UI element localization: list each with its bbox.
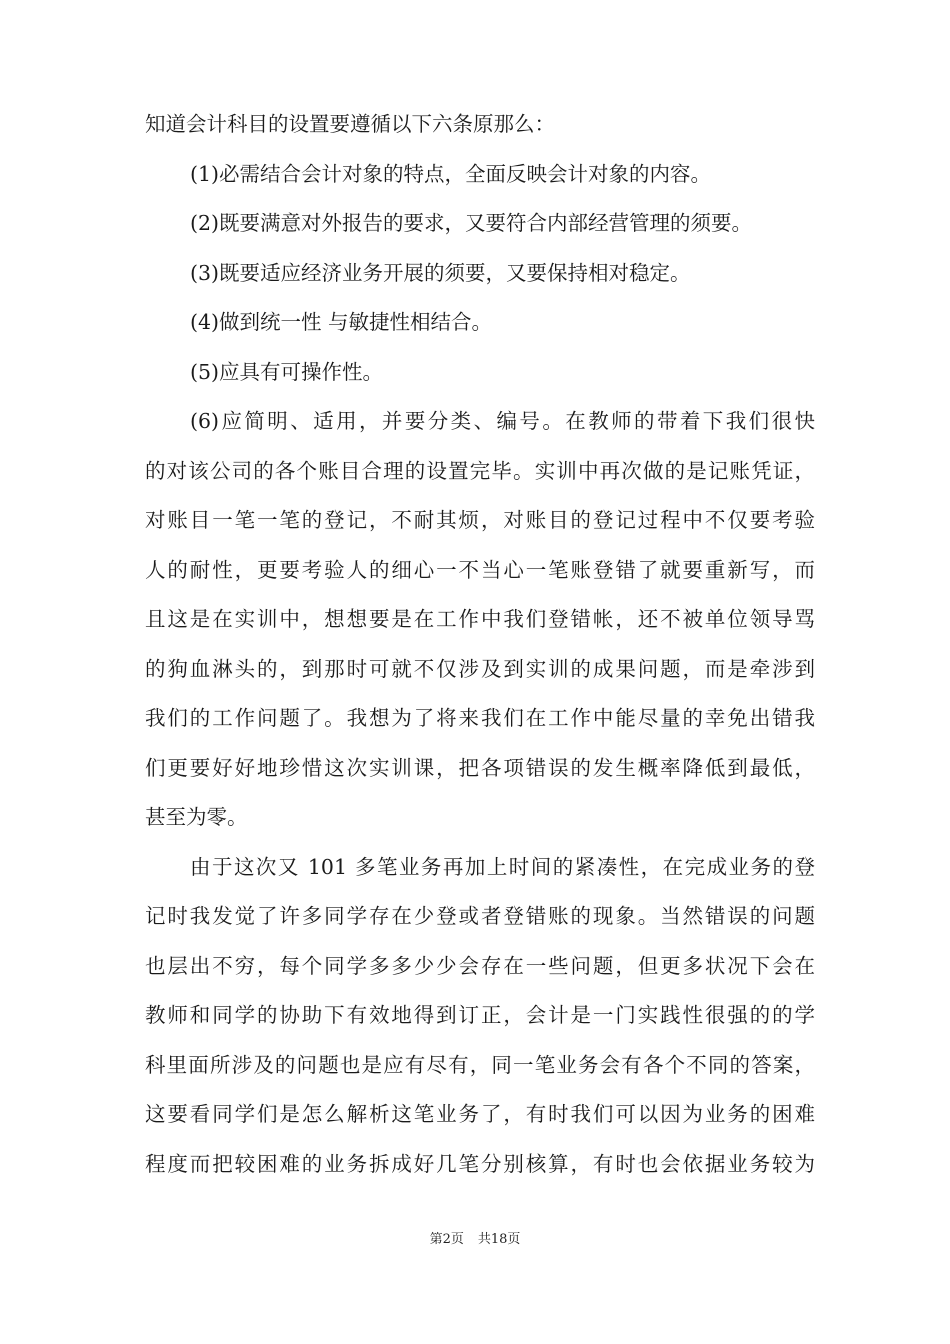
text-line: 由于这次又 101 多笔业务再加上时间的紧凑性，在完成业务的登 (190, 854, 815, 879)
text-line: 的狗血淋头的，到那时可就不仅涉及到实训的成果问题，而是牵涉到 (145, 656, 815, 681)
text-line: (6)应简明、适用，并要分类、编号。在教师的带着下我们很快 (190, 409, 815, 433)
text-line: 知道会计科目的设置要遵循以下六条原那么： (145, 112, 555, 136)
text-line: 我们的工作问题了。我想为了将来我们在工作中能尽量的幸免出错我 (145, 706, 815, 730)
text-line: 甚至为零。 (145, 805, 248, 829)
page-number-total: 共18页 (477, 1232, 521, 1247)
text-line: 的对该公司的各个账目合理的设置完毕。实训中再次做的是记账凭证， (145, 458, 815, 483)
text-line: 们更要好好地珍惜这次实训课，把各项错误的发生概率降低到最低， (145, 755, 815, 780)
page-number-current: 第2页 (429, 1232, 464, 1247)
text-line: (2)既要满意对外报告的要求，又要符合内部经营管理的须要。 (190, 211, 753, 235)
text-line: 也层出不穷，每个同学多多少少会存在一些问题，但更多状况下会在 (145, 953, 815, 978)
text-line: 程度而把较困难的业务拆成好几笔分别核算，有时也会依据业务较为 (145, 1151, 815, 1176)
text-line: 人的耐性，更要考验人的细心一不当心一笔账登错了就要重新写，而 (145, 557, 815, 582)
text-line: (5)应具有可操作性。 (190, 359, 384, 384)
text-line: (3)既要适应经济业务开展的须要，又要保持相对稳定。 (190, 260, 691, 285)
text-line: 教师和同学的协助下有效地得到订正，会计是一门实践性很强的的学 (145, 1003, 815, 1027)
text-line: 记时我发觉了许多同学存在少登或者登错账的现象。当然错误的问题 (145, 904, 815, 928)
document-body (145, 100, 815, 1189)
text-line: (4)做到统一性 与敏捷性相结合。 (190, 310, 493, 334)
text-line: 对账目一笔一笔的登记，不耐其烦，对账目的登记过程中不仅要考验 (145, 508, 815, 532)
text-line: 这要看同学们是怎么解析这笔业务了，有时我们可以因为业务的困难 (145, 1102, 815, 1126)
page-footer (0, 1228, 950, 1247)
text-line: (1)必需结合会计对象的特点，全面反映会计对象的内容。 (190, 161, 712, 186)
text-line: 科里面所涉及的问题也是应有尽有，同一笔业务会有各个不同的答案， (145, 1052, 815, 1077)
text-line: 且这是在实训中，想想要是在工作中我们登错帐，还不被单位领导骂 (145, 607, 815, 631)
